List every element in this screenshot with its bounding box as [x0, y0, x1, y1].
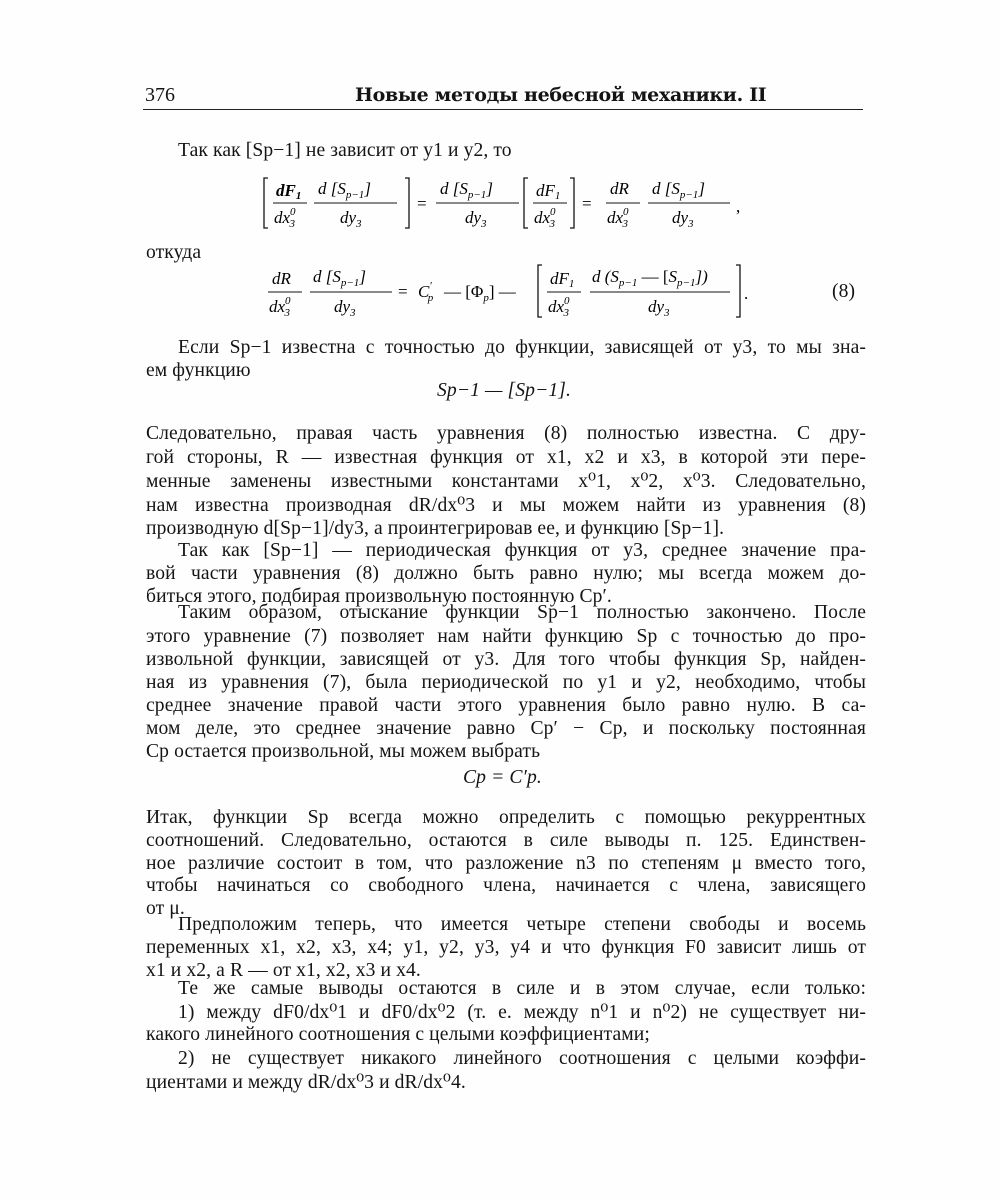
svg-text:dx03: $dx^0$ 3 — [534, 206, 556, 230]
svg-text:=: = — [417, 194, 427, 213]
svg-text:dR: dR — [272, 269, 291, 288]
text-line: ное различие состоит в том, что разложение n3 по степеням μ вместо того, — [146, 853, 866, 874]
text-line: среднее значение правой части этого уравнения было равно нулю. В са- — [146, 695, 866, 716]
text-line: соотношений. Следовательно, остаются в силе выводы п. 125. Единствен- — [146, 830, 866, 851]
svg-text:.: . — [744, 284, 749, 303]
equation-8 — [260, 255, 780, 325]
text-line: Если Sp−1 известна с точностью до функции, зависящей от y3, то мы зна- — [178, 337, 866, 358]
text-line: переменных x1, x2, x3, x4; y1, y2, y3, y4 и что функция F0 зависит лишь от — [146, 937, 866, 958]
svg-text:d [Sp−1]: d $[S_{p-1}]$ — [652, 179, 705, 201]
svg-text:=: = — [582, 194, 592, 213]
text-line: Так как [Sp−1] — периодическая функция от y3, среднее значение пра- — [178, 540, 866, 561]
text-line: Те же самые выводы остаются в силе и в этом случае, если только: — [178, 978, 866, 999]
text-line: Таким образом, отыскание функции Sp−1 полностью закончено. После — [178, 602, 866, 623]
svg-text:d [Sp−1]: d $[S_{p-1}]$ — [318, 179, 371, 201]
page-number: 376 — [145, 84, 175, 106]
svg-text:C′p: C′ p — [418, 280, 434, 304]
svg-text:dx03: $dx^0$ 3 — [607, 206, 629, 230]
list-item-1: 1) между dF0/dx⁰1 и dF0/dx⁰2 (т. е. между n⁰1 и n⁰2) не существует ни- — [178, 1002, 866, 1023]
equation-1 — [260, 170, 780, 240]
svg-text:dF1: dF1 — [550, 269, 575, 290]
svg-text:dy3: $dy_3$ — [465, 208, 487, 230]
text-line: извольной функции, зависящей от y3. Для того чтобы функция Sp, найден- — [146, 649, 866, 670]
svg-text:dy3: $dy_3$ — [648, 297, 670, 319]
svg-text:d [Sp−1]: d $[S_{p-1}]$ — [313, 267, 366, 289]
equation-label: (8) — [832, 281, 856, 302]
text-line: Следовательно, правая часть уравнения (8) полностью известна. С дру- — [146, 423, 866, 444]
svg-text:d (Sp−1 — [Sp−1]): d ($S_{p-1}$ — $[S_{p-1}]$) — [592, 267, 708, 289]
svg-text:,: , — [736, 197, 741, 216]
svg-text:— [Φp] —: — $[\Phi_p]$ — — [444, 282, 516, 304]
svg-text:dx03: $dx^0$ 3 — [548, 295, 570, 319]
text-line: Так как [Sp−1] не зависит от y1 и y2, то — [178, 140, 512, 161]
text-line: ем функцию — [146, 360, 251, 381]
svg-text:dF1: dF1 — [536, 181, 561, 202]
text-line: вой части уравнения (8) должно быть равно нулю; мы всегда можем до- — [146, 563, 866, 584]
svg-text:=: = — [398, 282, 408, 301]
text-line: какого линейного соотношения с целыми коэффициентами; — [146, 1024, 650, 1045]
svg-text:dy3: $dy_3$ — [672, 208, 694, 230]
text-line: Cp остается произвольной, мы можем выбрать — [146, 741, 541, 762]
text-line: Итак, функции Sp всегда можно определить с помощью рекуррентных — [146, 807, 866, 828]
text-line: биться этого, подбирая произвольную постоянную Cp′. — [146, 586, 612, 607]
svg-text:dx03: $dx^0$ 3 — [274, 206, 296, 230]
text-line: нам известна производная dR/dx⁰3 и мы можем найти из уравнения (8) — [146, 495, 866, 516]
equation-s: Sp−1 — [Sp−1]. — [437, 380, 571, 401]
running-title: Новые методы небесной механики. II — [355, 84, 767, 106]
text-line: ная из уравнения (7), была периодической по y1 и y2, необходимо, чтобы — [146, 672, 866, 693]
list-item-2: 2) не существует никакого линейного соотношения с целыми коэффи- — [178, 1048, 866, 1069]
text-line: Предположим теперь, что имеется четыре степени свободы и восемь — [178, 914, 866, 935]
text-line: x1 и x2, а R — от x1, x2, x3 и x4. — [146, 960, 421, 981]
svg-text:dx03: $dx^0$ 3 — [269, 295, 291, 319]
text-line: этого уравнение (7) позволяет нам найти функцию Sp с точностью до про- — [146, 626, 866, 647]
equation-c: Cp = C′p. — [463, 767, 542, 788]
svg-text:d [Sp−1]: d $[S_{p-1}]$ — [440, 179, 493, 201]
text-line: чтобы начинаться со свободного члена, начинается с члена, зависящего — [146, 875, 866, 896]
text-line: производную d[Sp−1]/dy3, а проинтегрировав ее, и функцию [Sp−1]. — [146, 518, 725, 539]
text-line: мом деле, это среднее значение равно Cp′ − Cp, и поскольку постоянная — [146, 718, 866, 739]
header-rule — [143, 109, 863, 110]
svg-text:dy3: $dy_3$ — [340, 208, 362, 230]
text-line: циентами и между dR/dx⁰3 и dR/dx⁰4. — [146, 1072, 466, 1093]
svg-text:dF1: dF1 — [276, 181, 302, 202]
text-line: гой стороны, R — известная функция от x1, x2 и x3, в которой эти пере- — [146, 447, 866, 468]
text-line: откуда — [146, 242, 202, 263]
text-line: менные заменены известными константами x⁰1, x⁰2, x⁰3. Следовательно, — [146, 471, 866, 492]
svg-text:dy3: $dy_3$ — [334, 297, 356, 319]
text-line: от μ. — [146, 898, 185, 919]
svg-text:dR: dR — [610, 179, 629, 198]
